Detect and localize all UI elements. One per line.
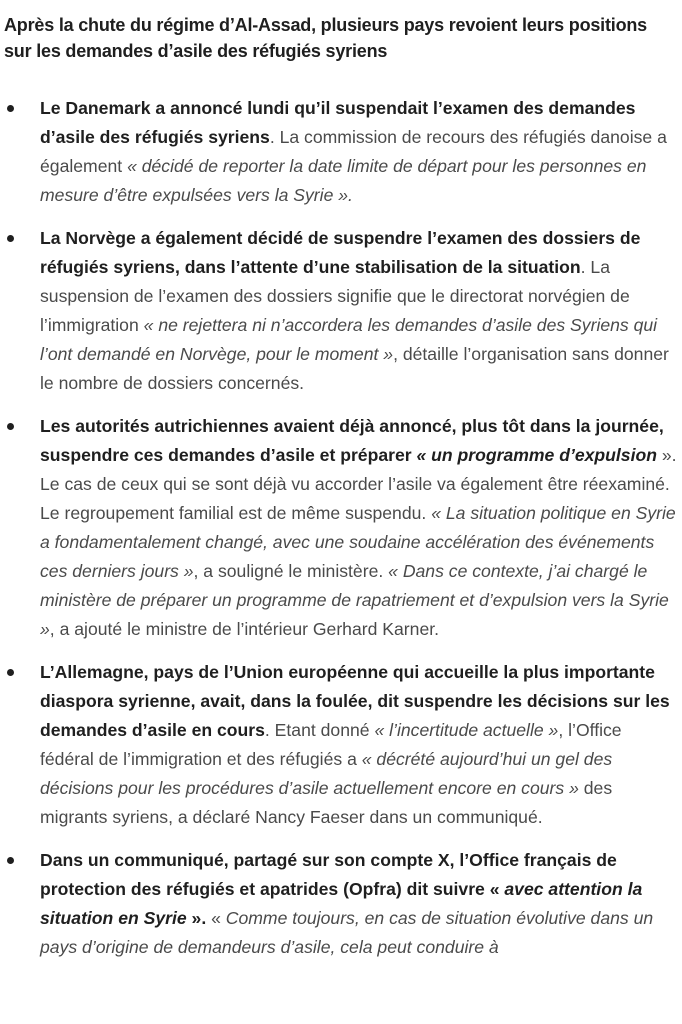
item-text: . Etant donné (264, 720, 375, 740)
item-text: ». Le cas de ceux qui se sont déjà vu accorder l’asile va également être réexaminé. Le regroupement familial est de même suspendu. (40, 445, 677, 523)
item-lead: Le Danemark a annoncé lundi qu’il suspendait l’examen des demandes d’asile des réfugiés syriens (40, 98, 636, 147)
item-quote: « Dans ce contexte, j’ai chargé le ministère de préparer un programme de rapatriement et d’expulsion vers la Syrie » (40, 561, 669, 639)
item-quote: « l’incertitude actuelle » (374, 720, 559, 740)
item-text: . La suspension de l’examen des dossiers signifie que le directorat norvégien de l’immigration (40, 257, 630, 335)
item-text: , détaille l’organisation sans donner le nombre de dossiers concernés. (40, 344, 669, 393)
bullet-dot-icon (7, 105, 14, 112)
item-quote: « décrété aujourd’hui un gel des décisions pour les procédures d’asile actuellement encore en cours » (40, 749, 613, 798)
item-lead: La Norvège a également décidé de suspendre l’examen des dossiers de réfugiés syriens, dans l’attente d’une stabilisation de la situation (40, 228, 641, 277)
item-quote: Comme toujours, en cas de situation évolutive dans un pays d’origine de demandeurs d’asile, cela peut conduire à (40, 908, 654, 957)
list-item-norway (0, 224, 682, 398)
bullet-list (0, 94, 682, 976)
article-headline: Après la chute du régime d’Al-Assad, plusieurs pays revoient leurs positions sur les demandes d’asile des réfugiés syriens (4, 15, 647, 61)
item-text: , l’Office fédéral de l’immigration et des réfugiés a (40, 720, 622, 769)
item-quote: « ne rejettera ni n’accordera les demandes d’asile des Syriens qui l’ont demandé en Norvège, pour le moment » (40, 315, 658, 364)
item-quote: « La situation politique en Syrie a fondamentalement changé, avec une soudaine accélération des événements ces derniers jours » (40, 503, 676, 581)
item-text: , a souligné le ministère. (193, 561, 389, 581)
item-lead-quote: avec attention la situation en Syrie (40, 879, 643, 928)
bullet-dot-icon (7, 235, 14, 242)
list-item-austria (0, 412, 682, 644)
list-item-denmark (0, 94, 682, 210)
item-lead: Les autorités autrichiennes avaient déjà annoncé, plus tôt dans la journée, suspendre ces demandes d’asile et préparer (40, 416, 664, 465)
item-lead-quote: « un programme d’expulsion (416, 445, 657, 465)
item-quote: « décidé de reporter la date limite de départ pour les personnes en mesure d’être expulsées vers la Syrie ». (40, 156, 647, 205)
list-item-germany (0, 658, 682, 832)
item-text: , a ajouté le ministre de l’intérieur Gerhard Karner. (49, 619, 440, 639)
bullet-dot-icon (7, 423, 14, 430)
list-item-france (0, 846, 682, 962)
item-text: « (206, 908, 226, 928)
bullet-dot-icon (7, 857, 14, 864)
item-text: des migrants syriens, a déclaré Nancy Faeser dans un communiqué. (40, 778, 613, 827)
item-text: . La commission de recours des réfugiés danoise a également (40, 127, 667, 176)
bullet-dot-icon (7, 669, 14, 676)
item-lead-end: ». (186, 908, 207, 928)
item-lead: L’Allemagne, pays de l’Union européenne qui accueille la plus importante diaspora syrienne, avait, dans la foulée, dit suspendre les décisions sur les demandes d’asile en cours (40, 662, 670, 740)
item-lead: Dans un communiqué, partagé sur son compte X, l’Office français de protection des réfugiés et apatrides (Opfra) dit suivre « (40, 850, 617, 899)
